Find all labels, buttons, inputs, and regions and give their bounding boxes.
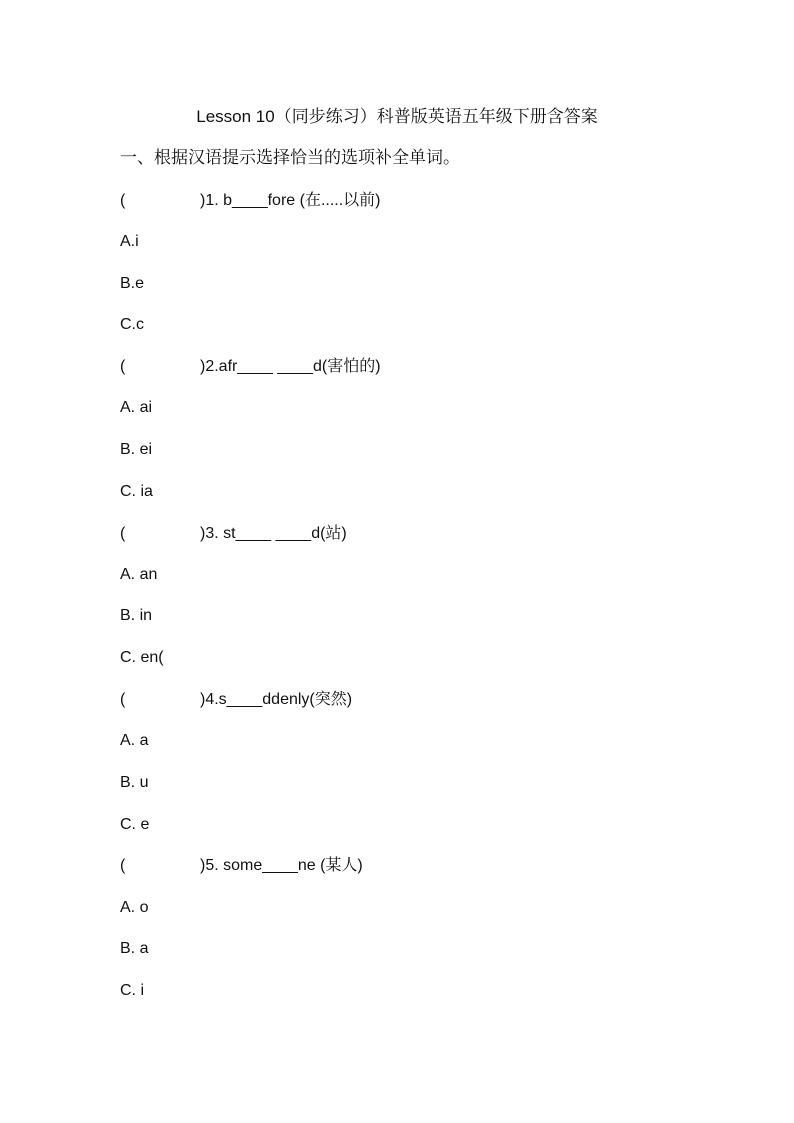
question-text: )2.afr____ ____d(害怕的) [200, 358, 381, 375]
answer-paren: ( [120, 192, 126, 209]
answer-paren: ( [120, 358, 126, 375]
option-a: A. o [120, 899, 149, 916]
option-b: B. a [120, 940, 149, 957]
question-5 [120, 856, 620, 876]
option-c: C. en( [120, 649, 164, 666]
answer-paren: ( [120, 525, 126, 542]
question-4 [120, 690, 620, 710]
option-a: A. a [120, 732, 149, 749]
section-heading: 一、根据汉语提示选择恰当的选项补全单词。 [120, 148, 460, 167]
option-b: B. ei [120, 441, 153, 458]
option-a: A.i [120, 233, 139, 250]
option-b: B.e [120, 275, 145, 292]
option-c: C. ia [120, 483, 153, 500]
option-a: A. ai [120, 399, 153, 416]
option-c: C.c [120, 316, 144, 333]
document-title: Lesson 10（同步练习）科普版英语五年级下册含答案 [196, 107, 598, 126]
option-c: C. i [120, 982, 144, 999]
option-a: A. an [120, 566, 158, 583]
answer-paren: ( [120, 857, 126, 874]
question-text: )1. b____fore (在.....以前) [200, 192, 381, 209]
question-text: )5. some____ne (某人) [200, 857, 363, 874]
question-text: )4.s____ddenly(突然) [200, 691, 353, 708]
question-1 [120, 191, 620, 211]
answer-paren: ( [120, 691, 126, 708]
option-b: B. in [120, 607, 153, 624]
question-3 [120, 524, 620, 544]
question-text: )3. st____ ____d(站) [200, 525, 347, 542]
option-c: C. e [120, 816, 150, 833]
question-2 [120, 357, 620, 377]
option-b: B. u [120, 774, 149, 791]
